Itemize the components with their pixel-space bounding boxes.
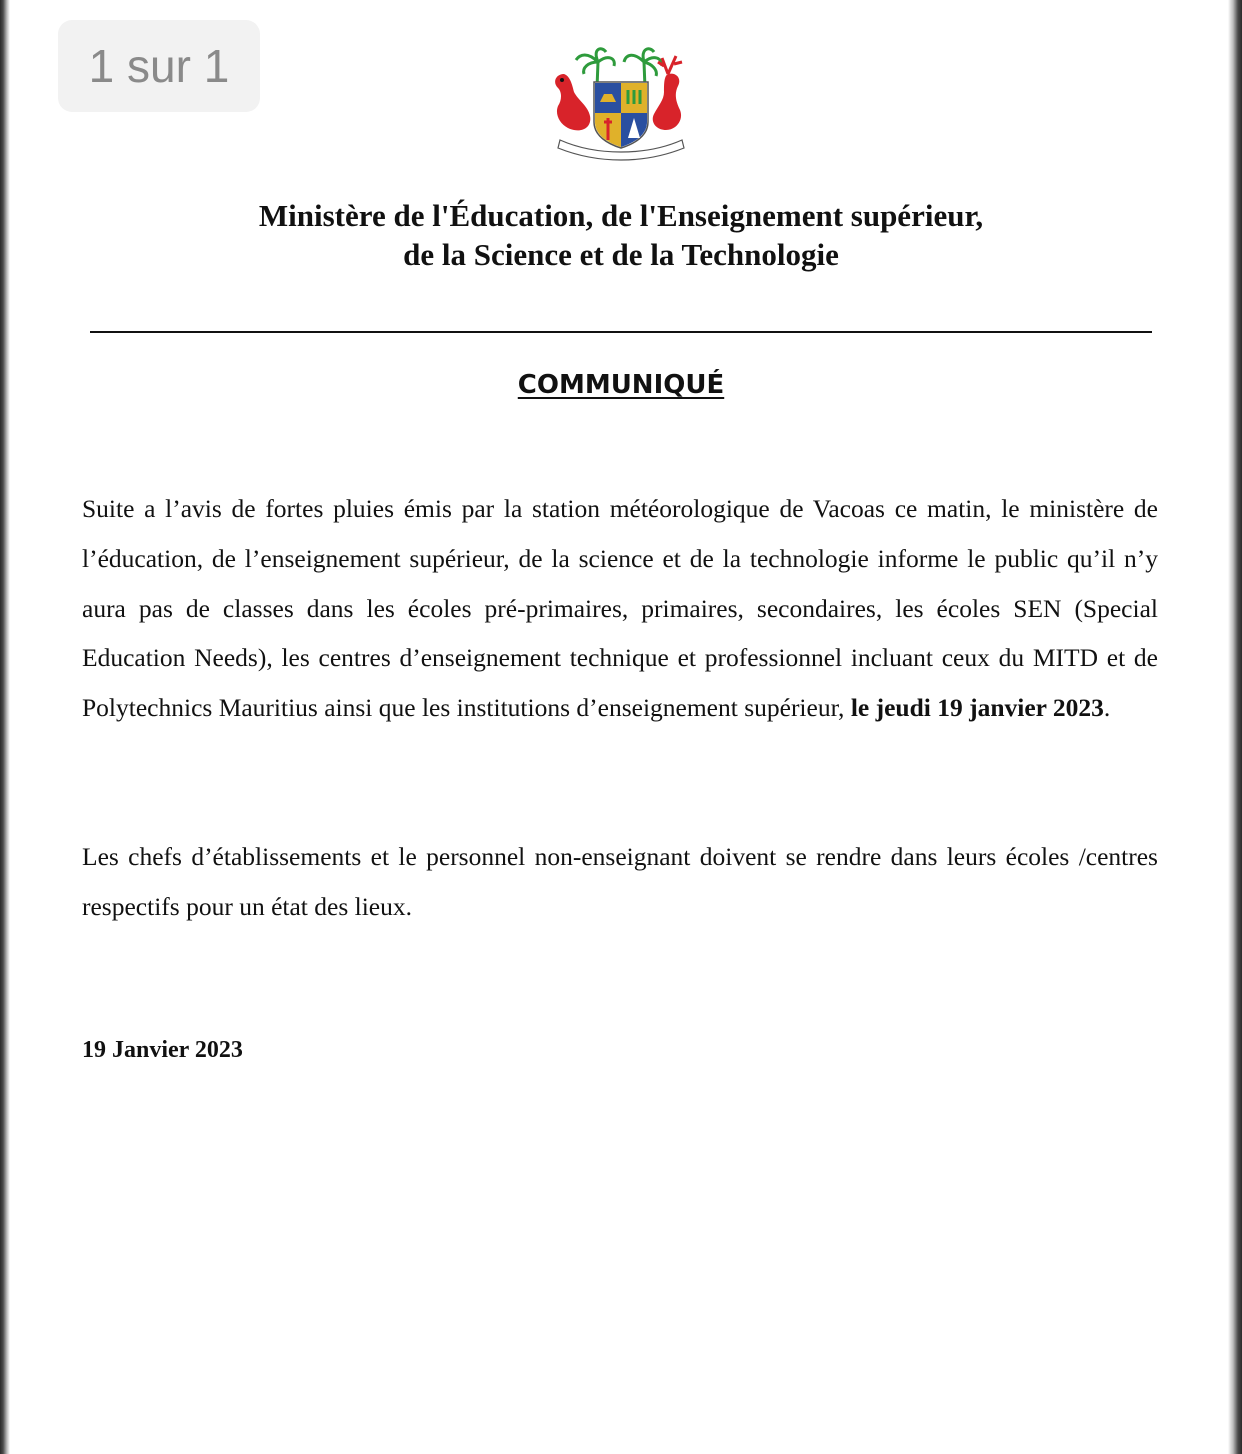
announcement-date-emphasis: le jeudi 19 janvier 2023 xyxy=(850,693,1104,723)
coat-of-arms-icon xyxy=(548,44,694,162)
staff-instructions-paragraph: Les chefs d’établissements et le personnel non-enseignant doivent se rendre dans leurs écoles /centres respectifs pour un état des lieux. xyxy=(82,842,1158,921)
page-indicator: 1 sur 1 xyxy=(58,20,260,112)
announcement-text: Suite a l’avis de fortes pluies émis par la station météorologique de Vacoas ce matin, le ministère de l’éducation, de l’enseignement supérieur, de la science et de la technologie informe le public qu’il n’y aura pas de classes dans les écoles pré-primaires, primaires, secondaires, les écoles SEN (Special Education Needs), les centres d’enseignement technique et professionnel incluant ceux du MITD et de Polytechnics Mauritius ainsi que les institutions d’enseignement supérieur, xyxy=(82,494,1158,723)
header-divider xyxy=(90,331,1152,333)
document-date: 19 Janvier 2023 xyxy=(82,1037,243,1063)
ministry-title-line1: Ministère de l'Éducation, de l'Enseignement supérieur, xyxy=(258,198,984,233)
announcement-paragraph xyxy=(82,484,1158,733)
communique-heading-text: COMMUNIQUÉ xyxy=(517,370,725,400)
ministry-title xyxy=(0,196,1242,274)
announcement-period: . xyxy=(1103,693,1111,723)
ministry-title-line2: de la Science et de la Technologie xyxy=(403,237,839,272)
communique-heading xyxy=(0,366,1242,404)
